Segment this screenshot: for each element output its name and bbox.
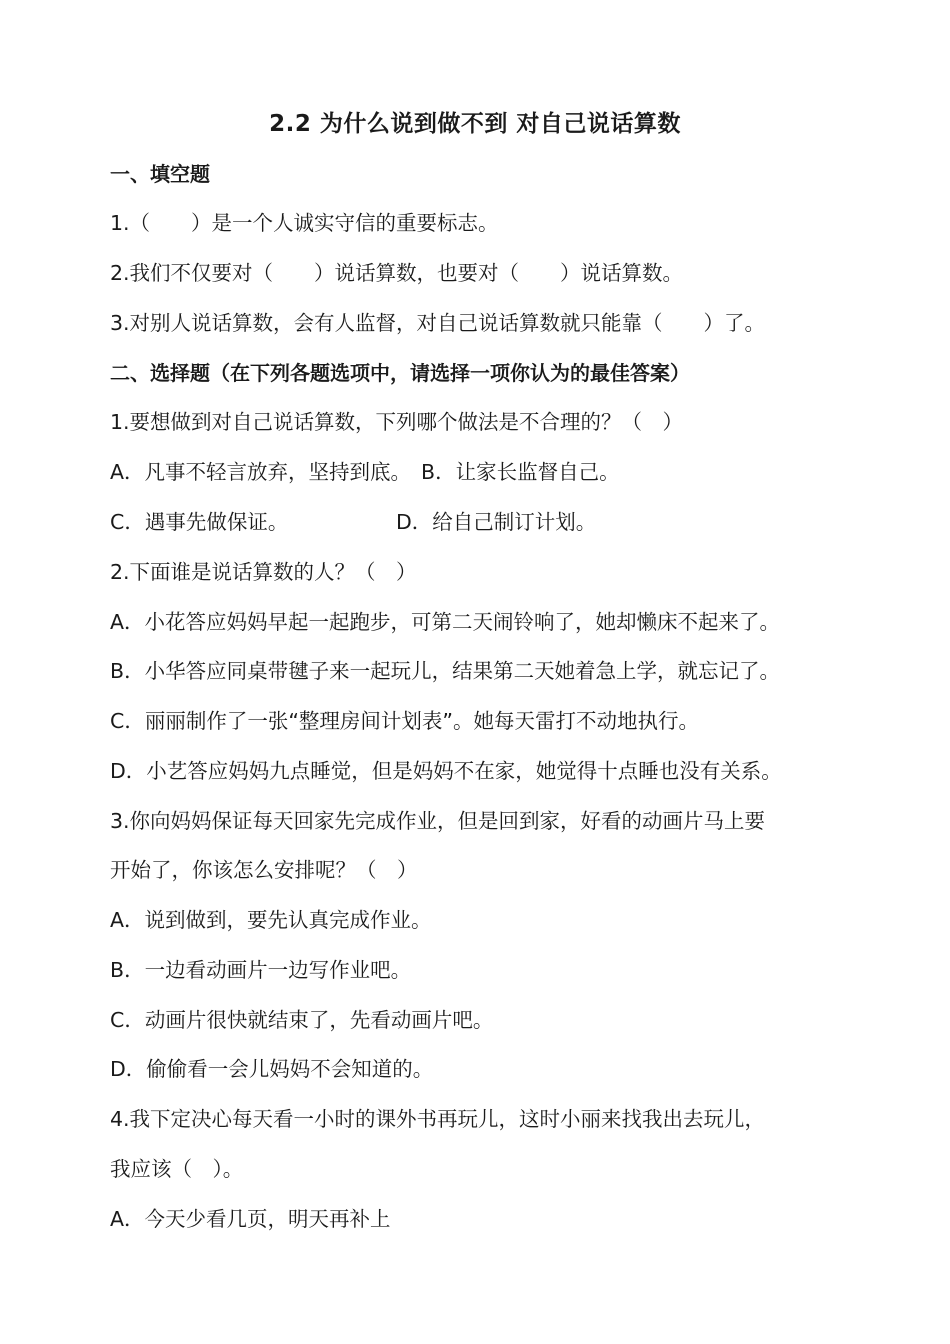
fill-question-2: 2.我们不仅要对（ ）说话算数，也要对（ ）说话算数。 — [110, 261, 684, 285]
choice-question-3-stem-line2: 开始了，你该怎么安排呢？（ ） — [110, 858, 418, 882]
section-fill-in-heading: 一、填空题 — [110, 162, 210, 186]
choice-question-2-option-b: B．小华答应同桌带毽子来一起玩儿，结果第二天她着急上学，就忘记了。 — [110, 659, 781, 683]
choice-question-4-stem-line2: 我应该（ ）。 — [110, 1157, 244, 1181]
choice-question-2-option-d: D．小艺答应妈妈九点睡觉，但是妈妈不在家，她觉得十点睡也没有关系。 — [110, 759, 782, 783]
choice-question-1-option-c: C．遇事先做保证。 — [110, 510, 289, 534]
choice-question-2-stem: 2.下面谁是说话算数的人？（ ） — [110, 560, 417, 584]
choice-question-1-options-ab — [110, 455, 870, 489]
choice-question-1-stem: 1.要想做到对自己说话算数，下列哪个做法是不合理的？（ ） — [110, 410, 684, 434]
choice-question-1-option-a: A．凡事不轻言放弃，坚持到底。 — [110, 460, 412, 484]
choice-question-3-option-a: A．说到做到，要先认真完成作业。 — [110, 908, 432, 932]
page-title: 2.2 为什么说到做不到 对自己说话算数 — [269, 111, 681, 137]
fill-question-1: 1.（ ）是一个人诚实守信的重要标志。 — [110, 211, 499, 235]
section-choice-heading: 二、选择题（在下列各题选项中，请选择一项你认为的最佳答案） — [110, 361, 690, 385]
choice-question-2-option-a: A．小花答应妈妈早起一起跑步，可第二天闹铃响了，她却懒床不起来了。 — [110, 610, 781, 634]
fill-question-3: 3.对别人说话算数，会有人监督，对自己说话算数就只能靠（ ）了。 — [110, 311, 766, 335]
choice-question-1-option-d: D．给自己制订计划。 — [396, 510, 597, 534]
choice-question-2-option-c: C．丽丽制作了一张“整理房间计划表”。她每天雷打不动地执行。 — [110, 709, 700, 733]
choice-question-3-option-b: B．一边看动画片一边写作业吧。 — [110, 958, 412, 982]
choice-question-1-options-cd — [110, 505, 870, 539]
choice-question-1-option-b: B．让家长监督自己。 — [421, 460, 620, 484]
choice-question-3-option-d: D．偷偷看一会儿妈妈不会知道的。 — [110, 1057, 434, 1081]
choice-question-3-option-c: C．动画片很快就结束了，先看动画片吧。 — [110, 1008, 494, 1032]
choice-question-3-stem-line1: 3.你向妈妈保证每天回家先完成作业，但是回到家，好看的动画片马上要 — [110, 809, 766, 833]
choice-question-4-stem-line1: 4.我下定决心每天看一小时的课外书再玩儿，这时小丽来找我出去玩儿， — [110, 1107, 766, 1131]
choice-question-4-option-a: A．今天少看几页，明天再补上 — [110, 1207, 391, 1231]
